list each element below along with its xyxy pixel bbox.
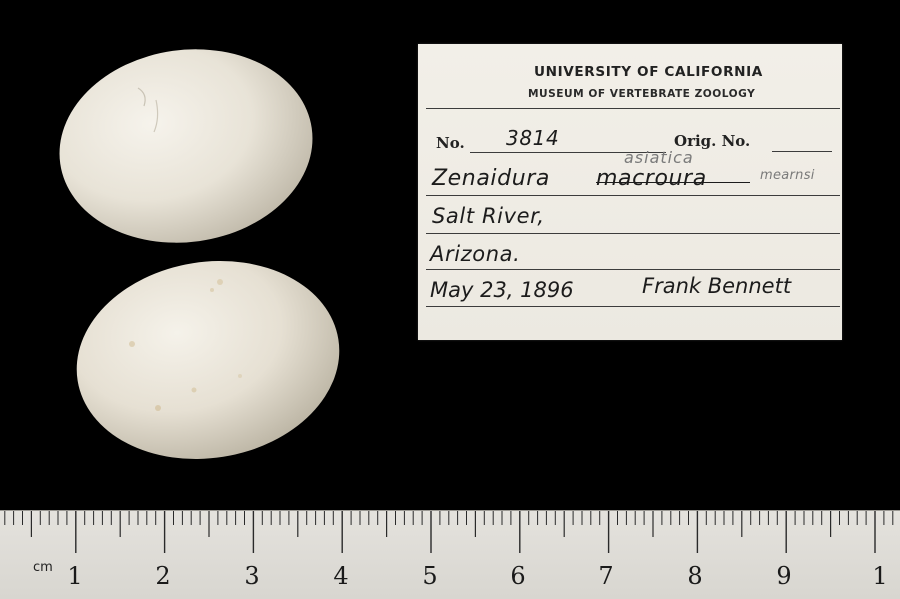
- strikethrough: [596, 182, 750, 183]
- catalog-number: 3814: [506, 126, 560, 150]
- subspecies-annotation: mearnsi: [760, 168, 815, 183]
- orig-number-underline: [772, 151, 832, 152]
- genus-name: Zenaidura: [432, 166, 550, 191]
- scale-ruler: [0, 510, 900, 599]
- ruler-ticks: [0, 511, 900, 599]
- species-annotation: asiatica: [624, 148, 694, 167]
- species-name-struck: macroura: [596, 166, 707, 191]
- ruler-number-7: 7: [598, 562, 614, 590]
- specimen-label: [418, 44, 842, 340]
- ruler-unit-label: cm: [33, 560, 53, 575]
- ruler-number-10: 1: [872, 562, 888, 590]
- collection-date: May 23, 1896: [430, 278, 574, 302]
- ruler-number-2: 2: [155, 562, 171, 590]
- institution-heading: UNIVERSITY OF CALIFORNIA: [534, 64, 763, 80]
- ruler-number-4: 4: [333, 562, 349, 590]
- egg-lower: [74, 258, 346, 464]
- ruler-number-9: 9: [776, 562, 792, 590]
- label-line-4: [426, 306, 840, 307]
- ruler-number-1: 1: [67, 562, 83, 590]
- ruler-number-6: 6: [510, 562, 526, 590]
- locality-line-1: Salt River,: [432, 204, 545, 228]
- orig-number-label: Orig. No.: [674, 132, 751, 150]
- label-rule: [426, 108, 840, 109]
- locality-line-2: Arizona.: [430, 242, 521, 266]
- label-line-1: [426, 195, 840, 196]
- label-line-2: [426, 233, 840, 234]
- ruler-number-5: 5: [422, 562, 438, 590]
- ruler-number-8: 8: [687, 562, 703, 590]
- museum-heading: MUSEUM OF VERTEBRATE ZOOLOGY: [528, 88, 756, 100]
- number-label: No.: [436, 134, 465, 152]
- label-line-3: [426, 269, 840, 270]
- collector-name: Frank Bennett: [642, 274, 792, 298]
- ruler-number-3: 3: [244, 562, 260, 590]
- egg-upper: [56, 48, 318, 248]
